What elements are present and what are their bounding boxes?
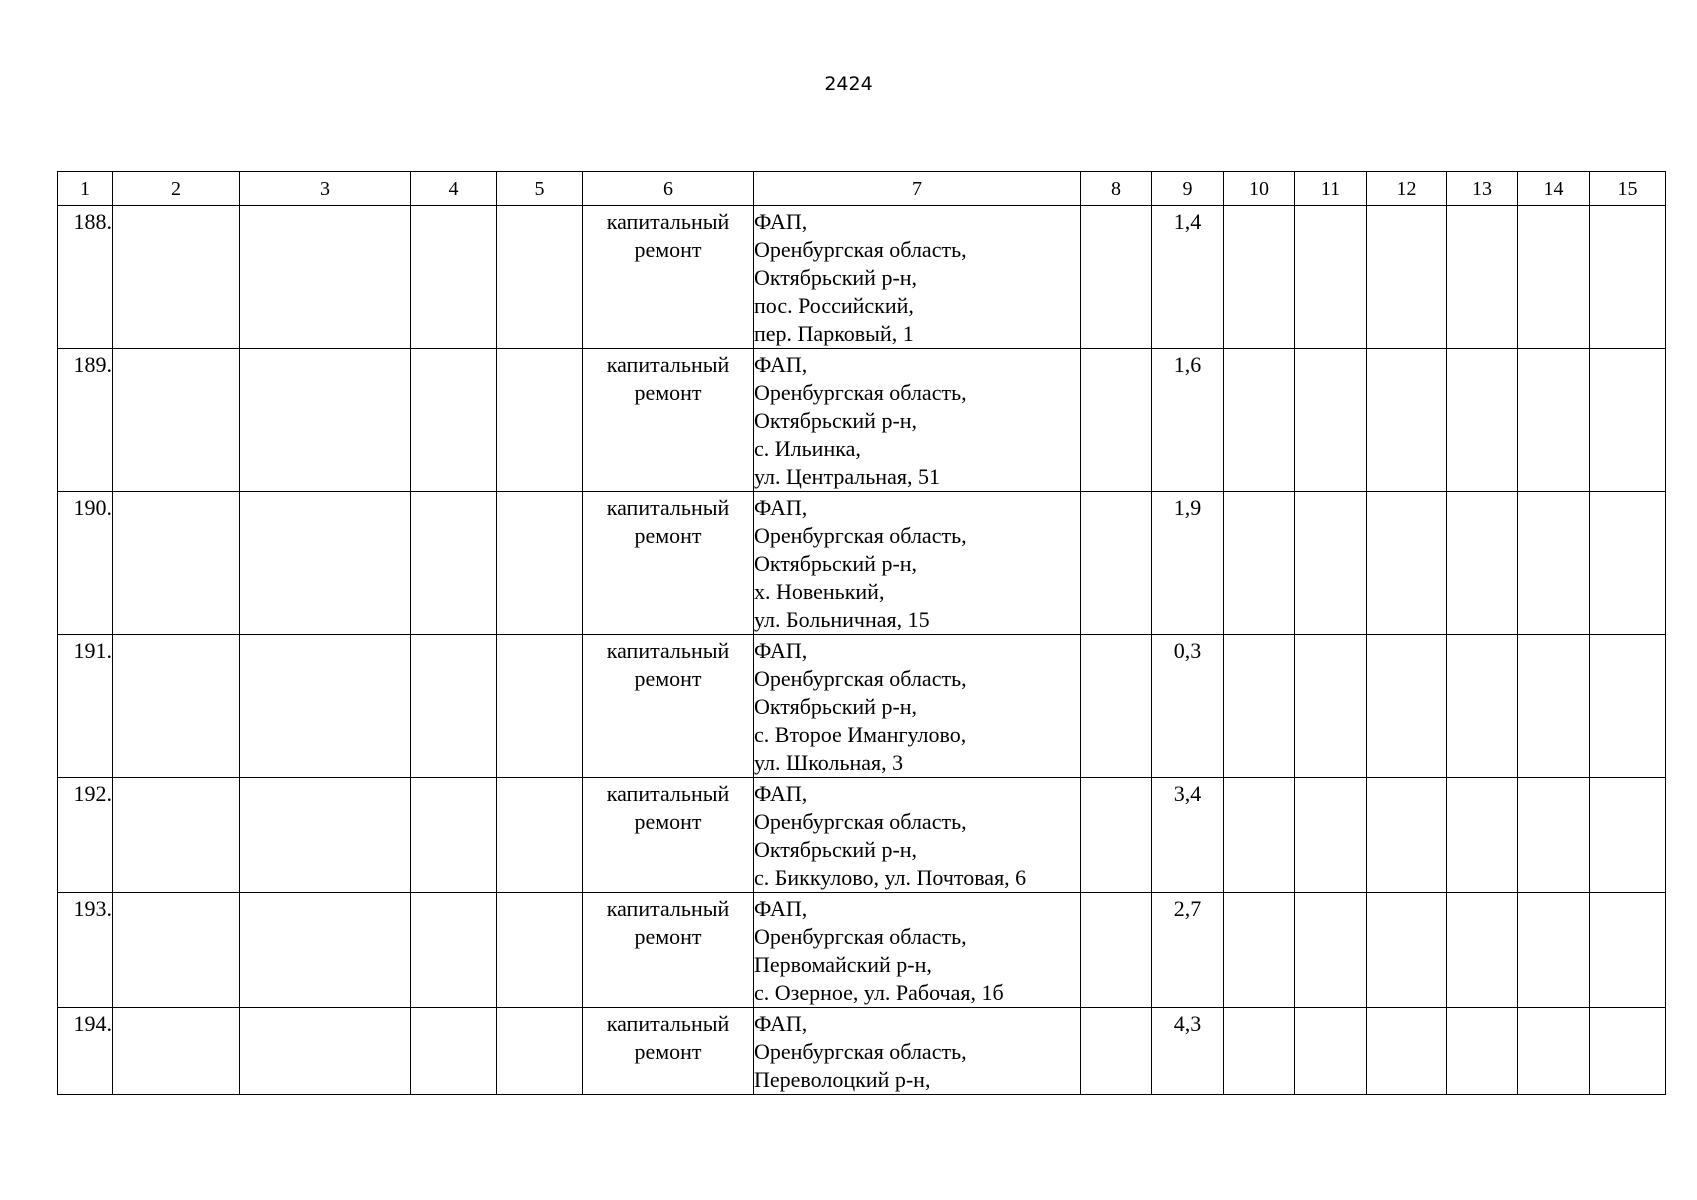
row-number: 192. [58, 778, 113, 893]
value-cell: 3,4 [1152, 778, 1224, 893]
address-line: Октябрьский р-н, [754, 694, 918, 719]
empty-cell [1295, 635, 1367, 778]
column-header: 14 [1518, 172, 1590, 206]
work-type-line: капитальный [606, 1011, 730, 1036]
address-line: ФАП, [754, 495, 808, 520]
column-header: 3 [240, 172, 411, 206]
empty-cell [1295, 1008, 1367, 1095]
value-cell: 1,9 [1152, 492, 1224, 635]
work-type-line: ремонт [634, 924, 702, 949]
empty-cell [1081, 349, 1152, 492]
empty-cell [1224, 349, 1295, 492]
address-line: Октябрьский р-н, [754, 551, 918, 576]
empty-cell [1295, 778, 1367, 893]
empty-cell [113, 206, 240, 349]
empty-cell [1590, 1008, 1666, 1095]
empty-cell [1518, 778, 1590, 893]
empty-cell [411, 778, 497, 893]
empty-cell [1367, 778, 1447, 893]
empty-cell [1367, 1008, 1447, 1095]
row-number: 193. [58, 893, 113, 1008]
address-line: ФАП, [754, 209, 808, 234]
empty-cell [411, 349, 497, 492]
empty-cell [497, 492, 583, 635]
empty-cell [411, 635, 497, 778]
table-row [58, 778, 1666, 893]
empty-cell [1224, 1008, 1295, 1095]
row-number: 190. [58, 492, 113, 635]
empty-cell [1590, 893, 1666, 1008]
empty-cell [113, 349, 240, 492]
work-type-line: капитальный [606, 638, 730, 663]
address-line: Октябрьский р-н, [754, 265, 918, 290]
address-line: Оренбургская область, [754, 523, 967, 548]
empty-cell [1367, 349, 1447, 492]
header-row [58, 172, 1666, 206]
row-number: 194. [58, 1008, 113, 1095]
empty-cell [1590, 778, 1666, 893]
empty-cell [411, 1008, 497, 1095]
address-line: с. Биккулово, ул. Почтовая, 6 [754, 865, 1027, 890]
empty-cell [113, 492, 240, 635]
table-row [58, 349, 1666, 492]
object-address-cell [754, 492, 1081, 635]
empty-cell [497, 206, 583, 349]
empty-cell [240, 893, 411, 1008]
table-row [58, 893, 1666, 1008]
address-line: ул. Центральная, 51 [754, 464, 940, 489]
column-header: 7 [754, 172, 1081, 206]
data-table [57, 171, 1666, 1095]
empty-cell [1590, 206, 1666, 349]
column-header: 6 [583, 172, 754, 206]
value-cell: 1,4 [1152, 206, 1224, 349]
empty-cell [1447, 1008, 1518, 1095]
work-type-line: ремонт [634, 666, 702, 691]
address-line: ФАП, [754, 638, 808, 663]
column-header: 8 [1081, 172, 1152, 206]
empty-cell [1367, 893, 1447, 1008]
address-line: Оренбургская область, [754, 237, 967, 262]
empty-cell [497, 893, 583, 1008]
address-line: Оренбургская область, [754, 809, 967, 834]
work-type-line: ремонт [634, 1039, 702, 1064]
table-row [58, 635, 1666, 778]
address-line: с. Ильинка, [754, 436, 861, 461]
empty-cell [1081, 1008, 1152, 1095]
empty-cell [1518, 349, 1590, 492]
empty-cell [113, 778, 240, 893]
address-line: Оренбургская область, [754, 1039, 967, 1064]
address-line: с. Второе Имангулово, [754, 722, 967, 747]
empty-cell [1295, 492, 1367, 635]
empty-cell [113, 893, 240, 1008]
table-row [58, 492, 1666, 635]
column-header: 11 [1295, 172, 1367, 206]
address-line: Октябрьский р-н, [754, 837, 918, 862]
address-line: пер. Парковый, 1 [754, 321, 914, 346]
object-address-cell [754, 635, 1081, 778]
empty-cell [113, 635, 240, 778]
empty-cell [240, 492, 411, 635]
empty-cell [1447, 349, 1518, 492]
address-line: ФАП, [754, 896, 808, 921]
column-header: 9 [1152, 172, 1224, 206]
work-type-line: ремонт [634, 380, 702, 405]
empty-cell [497, 635, 583, 778]
empty-cell [1224, 778, 1295, 893]
row-number: 191. [58, 635, 113, 778]
empty-cell [497, 349, 583, 492]
empty-cell [240, 206, 411, 349]
empty-cell [497, 1008, 583, 1095]
work-type-cell [583, 492, 754, 635]
work-type-line: ремонт [634, 237, 702, 262]
row-number: 188. [58, 206, 113, 349]
column-header: 15 [1590, 172, 1666, 206]
object-address-cell [754, 778, 1081, 893]
address-line: ФАП, [754, 1011, 808, 1036]
address-line: пос. Российский, [754, 293, 914, 318]
address-line: ул. Больничная, 15 [754, 607, 930, 632]
empty-cell [240, 1008, 411, 1095]
work-type-line: ремонт [634, 523, 702, 548]
address-line: Оренбургская область, [754, 924, 967, 949]
object-address-cell [754, 893, 1081, 1008]
column-header: 10 [1224, 172, 1295, 206]
work-type-cell [583, 778, 754, 893]
address-line: ФАП, [754, 781, 808, 806]
work-type-cell [583, 1008, 754, 1095]
empty-cell [1447, 492, 1518, 635]
empty-cell [1081, 206, 1152, 349]
object-address-cell [754, 349, 1081, 492]
empty-cell [411, 492, 497, 635]
empty-cell [1367, 206, 1447, 349]
empty-cell [1224, 893, 1295, 1008]
work-type-line: ремонт [634, 809, 702, 834]
empty-cell [240, 635, 411, 778]
column-header: 5 [497, 172, 583, 206]
empty-cell [1590, 349, 1666, 492]
empty-cell [1224, 635, 1295, 778]
column-header: 2 [113, 172, 240, 206]
work-type-line: капитальный [606, 495, 730, 520]
work-type-cell [583, 893, 754, 1008]
address-line: с. Озерное, ул. Рабочая, 1б [754, 980, 1004, 1005]
empty-cell [1518, 635, 1590, 778]
object-address-cell [754, 1008, 1081, 1095]
work-type-line: капитальный [606, 352, 730, 377]
empty-cell [411, 893, 497, 1008]
empty-cell [411, 206, 497, 349]
address-line: ул. Школьная, 3 [754, 750, 904, 775]
empty-cell [1518, 1008, 1590, 1095]
address-line: Оренбургская область, [754, 666, 967, 691]
column-header: 13 [1447, 172, 1518, 206]
empty-cell [1081, 893, 1152, 1008]
value-cell: 1,6 [1152, 349, 1224, 492]
empty-cell [1224, 206, 1295, 349]
empty-cell [1447, 206, 1518, 349]
work-type-cell [583, 635, 754, 778]
object-address-cell [754, 206, 1081, 349]
row-number: 189. [58, 349, 113, 492]
empty-cell [1518, 893, 1590, 1008]
empty-cell [1447, 635, 1518, 778]
address-line: Оренбургская область, [754, 380, 967, 405]
empty-cell [1081, 492, 1152, 635]
empty-cell [1081, 778, 1152, 893]
empty-cell [1590, 492, 1666, 635]
empty-cell [1295, 349, 1367, 492]
address-line: Октябрьский р-н, [754, 408, 918, 433]
work-type-cell [583, 206, 754, 349]
empty-cell [1447, 778, 1518, 893]
address-line: Первомайский р-н, [754, 952, 932, 977]
address-line: ФАП, [754, 352, 808, 377]
empty-cell [240, 349, 411, 492]
page-number: 2424 [824, 73, 873, 95]
work-type-line: капитальный [606, 896, 730, 921]
empty-cell [1590, 635, 1666, 778]
empty-cell [1518, 206, 1590, 349]
empty-cell [1367, 492, 1447, 635]
empty-cell [1447, 893, 1518, 1008]
column-header: 12 [1367, 172, 1447, 206]
empty-cell [1295, 893, 1367, 1008]
table-row [58, 1008, 1666, 1095]
column-header: 4 [411, 172, 497, 206]
empty-cell [1518, 492, 1590, 635]
empty-cell [113, 1008, 240, 1095]
work-type-line: капитальный [606, 781, 730, 806]
work-type-cell [583, 349, 754, 492]
work-type-line: капитальный [606, 209, 730, 234]
column-header: 1 [58, 172, 113, 206]
address-line: х. Новенький, [754, 579, 885, 604]
empty-cell [1224, 492, 1295, 635]
table-row [58, 206, 1666, 349]
address-line: Переволоцкий р-н, [754, 1067, 931, 1092]
value-cell: 4,3 [1152, 1008, 1224, 1095]
empty-cell [1367, 635, 1447, 778]
empty-cell [497, 778, 583, 893]
empty-cell [1295, 206, 1367, 349]
value-cell: 2,7 [1152, 893, 1224, 1008]
empty-cell [1081, 635, 1152, 778]
empty-cell [240, 778, 411, 893]
value-cell: 0,3 [1152, 635, 1224, 778]
